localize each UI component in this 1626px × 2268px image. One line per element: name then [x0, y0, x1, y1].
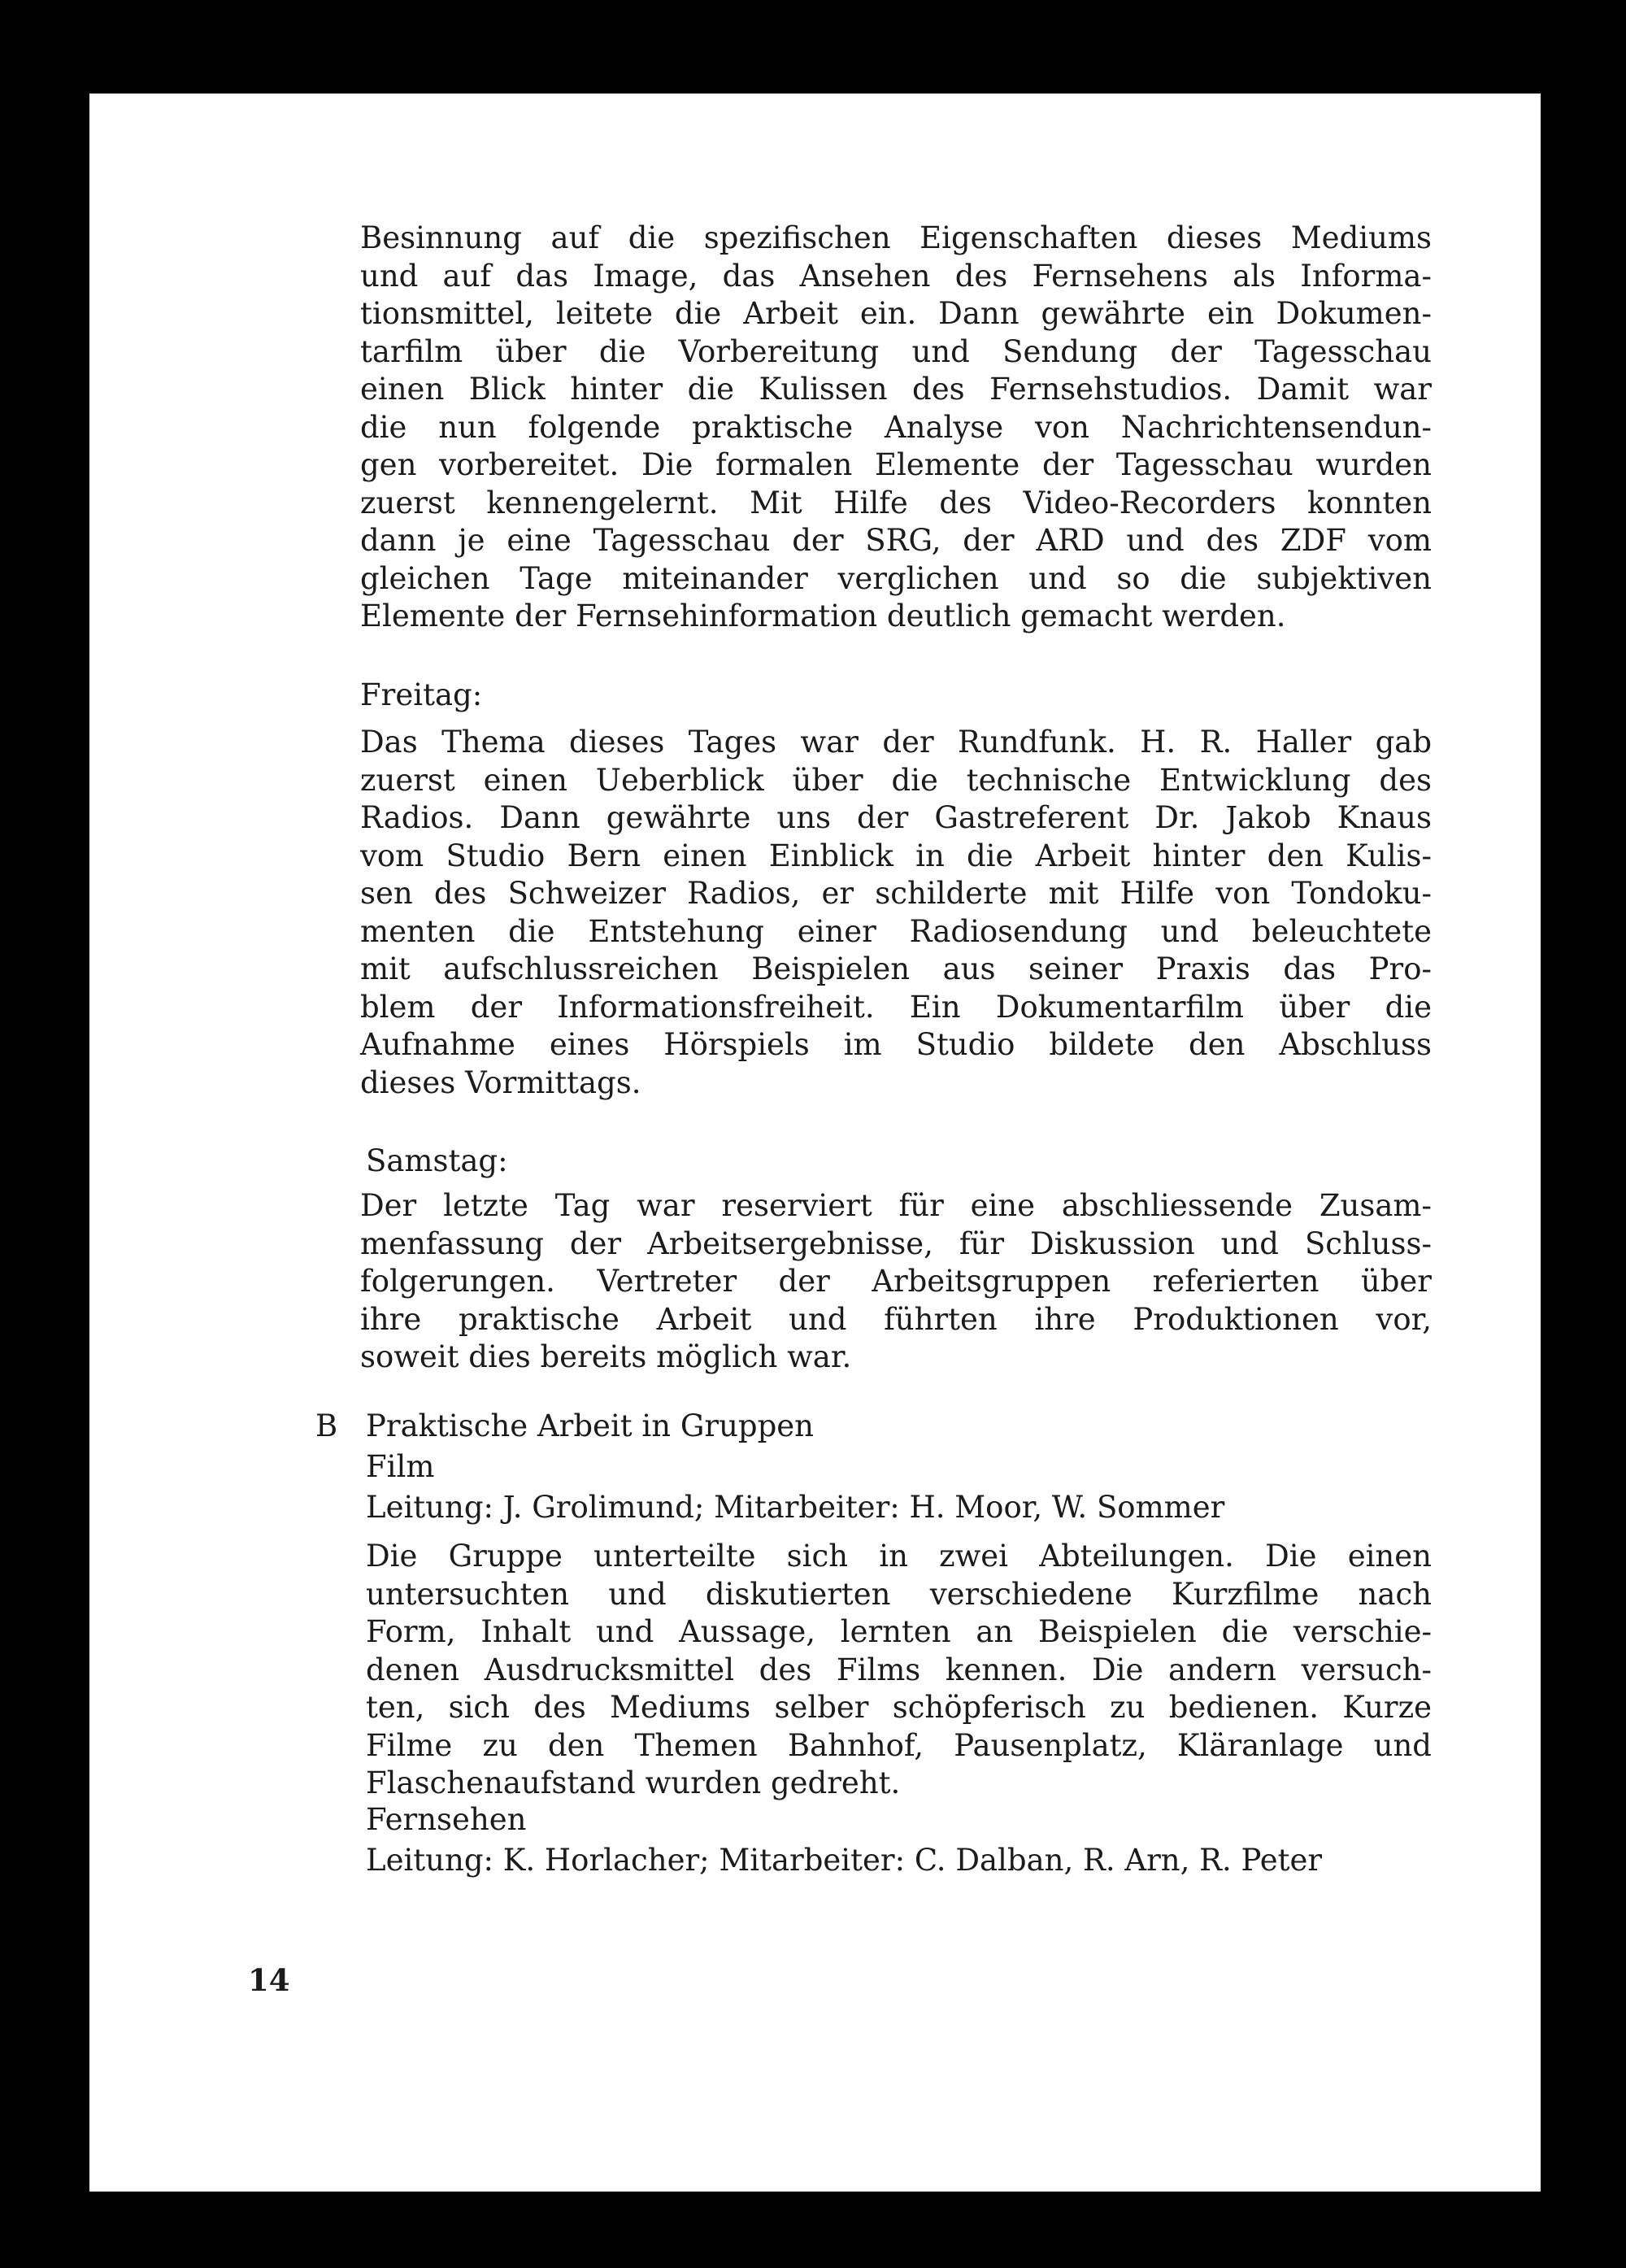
text-line: soweit dies bereits möglich war. [360, 1339, 852, 1374]
text-line: denen Ausdrucksmittel des Films kennen. Die andern versuch- [366, 1652, 1432, 1687]
paragraph-samstag [360, 1187, 1432, 1377]
text-line: zuerst einen Ueberblick über die technische Entwicklung des [360, 762, 1432, 798]
text-line: ten, sich des Mediums selber schöpferisch zu bedienen. Kurze [366, 1690, 1432, 1725]
page-number: 14 [248, 1962, 290, 1998]
text-line: blem der Informationsfreiheit. Ein Dokumentarfilm über die [360, 989, 1432, 1025]
text-line: die nun folgende praktische Analyse von Nachrichtensendun- [360, 409, 1432, 445]
text-line: menfassung der Arbeitsergebnisse, für Diskussion und Schluss- [360, 1225, 1432, 1261]
fernsehen-staff: Leitung: K. Horlacher; Mitarbeiter: C. Dalban, R. Arn, R. Peter [366, 1843, 1323, 1878]
text-line: Elemente der Fernsehinformation deutlich gemacht werden. [360, 599, 1286, 633]
document-page [89, 94, 1541, 2192]
text-line: Flaschenaufstand wurden gedreht. [366, 1765, 901, 1800]
text-line: Filme zu den Themen Bahnhof, Pausenplatz, Kläranlage und [366, 1727, 1432, 1763]
text-line: Besinnung auf die spezifischen Eigenschaften dieses Mediums [360, 220, 1432, 255]
text-line: Der letzte Tag war reserviert für eine abschliessende Zusam- [360, 1188, 1432, 1223]
text-line: tarfilm über die Vorbereitung und Sendung der Tagesschau [360, 333, 1432, 369]
text-line: folgerungen. Vertreter der Arbeitsgruppen referierten über [360, 1264, 1432, 1299]
paragraph-fernsehen-intro [360, 220, 1432, 636]
section-title: Praktische Arbeit in Gruppen [366, 1408, 815, 1443]
paragraph-film [366, 1538, 1432, 1803]
text-line: dann je eine Tagesschau der SRG, der ARD und des ZDF vom [360, 523, 1432, 558]
text-line: vom Studio Bern einen Einblick in die Arbeit hinter den Kulis- [360, 838, 1432, 873]
text-line: einen Blick hinter die Kulissen des Fernsehstudios. Damit war [360, 372, 1432, 407]
text-line: gleichen Tage miteinander verglichen und so die subjektiven [360, 560, 1432, 596]
text-line: ihre praktische Arbeit und führten ihre Produktionen vor, [360, 1301, 1432, 1337]
text-line: dieses Vormittags. [360, 1064, 641, 1100]
freitag-heading: Freitag: [360, 677, 483, 712]
text-line: Die Gruppe unterteilte sich in zwei Abteilungen. Die einen [366, 1539, 1432, 1574]
text-line: Radios. Dann gewährte uns der Gastreferent Dr. Jakob Knaus [360, 800, 1432, 835]
text-line: Form, Inhalt und Aussage, lernten an Beispielen die verschie- [366, 1614, 1432, 1649]
section-letter: B [315, 1408, 338, 1443]
film-staff: Leitung: J. Grolimund; Mitarbeiter: H. Moor, W. Sommer [366, 1490, 1225, 1525]
text-line: Aufnahme eines Hörspiels im Studio bildete den Abschluss [360, 1027, 1432, 1062]
text-line: zuerst kennengelernt. Mit Hilfe des Video-Recorders konnten [360, 485, 1432, 520]
film-heading: Film [366, 1449, 435, 1484]
text-line: mit aufschlussreichen Beispielen aus seiner Praxis das Pro- [360, 951, 1432, 986]
samstag-heading: Samstag: [366, 1143, 508, 1178]
text-line: untersuchten und diskutierten verschiedene Kurzfilme nach [366, 1576, 1432, 1612]
text-line: sen des Schweizer Radios, er schilderte mit Hilfe von Tondoku- [360, 876, 1432, 911]
text-line: menten die Entstehung einer Radiosendung und beleuchtete [360, 913, 1432, 949]
text-line: und auf das Image, das Ansehen des Fernsehens als Informa- [360, 258, 1432, 294]
text-line: tionsmittel, leitete die Arbeit ein. Dann gewährte ein Dokumen- [360, 296, 1432, 331]
paragraph-freitag [360, 724, 1432, 1102]
fernsehen-heading: Fernsehen [366, 1802, 527, 1837]
text-line: Das Thema dieses Tages war der Rundfunk. H. R. Haller gab [360, 725, 1432, 760]
text-line: gen vorbereitet. Die formalen Elemente der Tagesschau wurden [360, 447, 1432, 482]
